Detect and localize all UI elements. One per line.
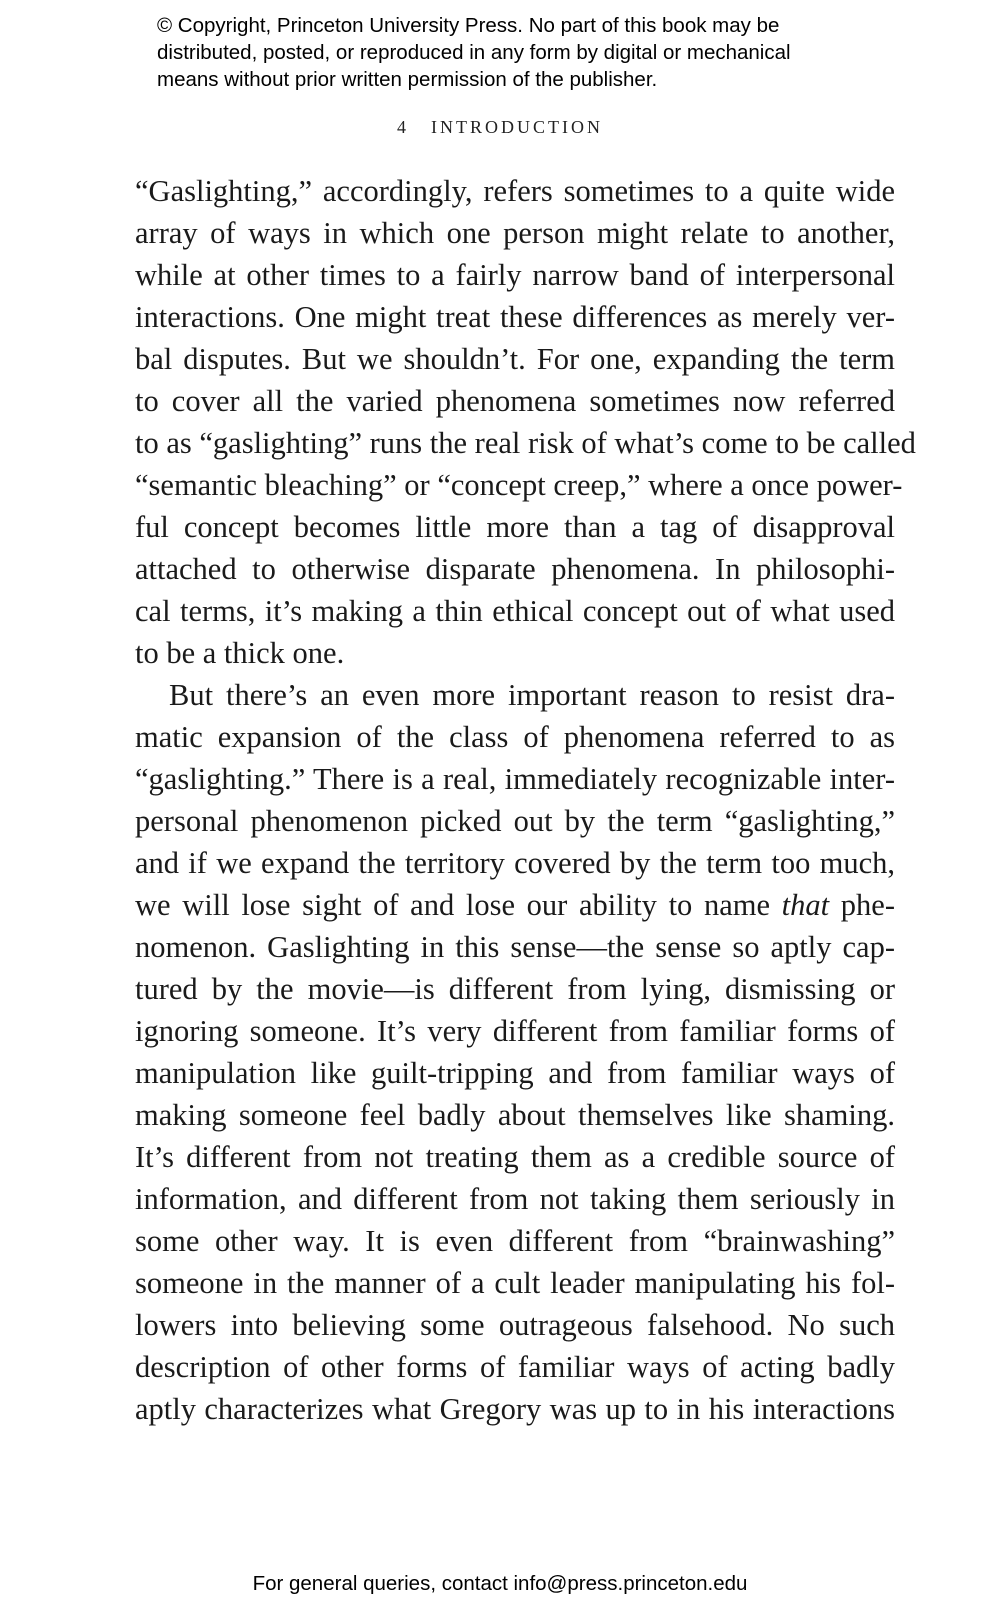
text-line: some other way. It is even different from “brainwashing” xyxy=(135,1224,895,1258)
page-number: 4 xyxy=(397,117,409,137)
text-line: “Gaslighting,” accordingly, refers sometimes to a quite wide xyxy=(135,174,895,208)
text-line: to be a thick one. xyxy=(135,636,345,670)
copyright-line: © Copyright, Princeton University Press. No part of this book may be xyxy=(157,14,780,37)
text-line: ful concept becomes little more than a tag of disapproval xyxy=(135,510,895,544)
text-line: nomenon. Gaslighting in this sense—the sense so aptly cap- xyxy=(135,930,895,964)
text-line: to cover all the varied phenomena sometimes now referred xyxy=(135,384,895,418)
text-line: “semantic bleaching” or “concept creep,” where a once power- xyxy=(135,468,903,502)
text-line: making someone feel badly about themselves like shaming. xyxy=(135,1098,895,1132)
emphasized-word: that xyxy=(781,888,830,922)
footer-contact: For general queries, contact info@press.princeton.edu xyxy=(252,1572,748,1595)
section-title: INTRODUCTION xyxy=(431,117,603,137)
text-line: array of ways in which one person might relate to another, xyxy=(135,216,895,250)
text-line: attached to otherwise disparate phenomena. In philosophi- xyxy=(135,552,895,586)
text-line: It’s different from not treating them as a credible source of xyxy=(135,1140,895,1174)
text-line: personal phenomenon picked out by the term “gaslighting,” xyxy=(135,804,895,838)
running-head xyxy=(0,117,1000,138)
text-line: ignoring someone. It’s very different from familiar forms of xyxy=(135,1014,895,1048)
text-line: someone in the manner of a cult leader manipulating his fol- xyxy=(135,1266,895,1300)
paragraph-1 xyxy=(135,170,916,674)
text-line: tured by the movie—is different from lying, dismissing or xyxy=(135,972,895,1006)
text-line: to as “gaslighting” runs the real risk of what’s come to be called xyxy=(135,426,916,460)
text-line: “gaslighting.” There is a real, immediately recognizable inter- xyxy=(135,762,895,796)
text-line: bal disputes. But we shouldn’t. For one, expanding the term xyxy=(135,342,895,376)
text-line: matic expansion of the class of phenomena referred to as xyxy=(135,720,895,754)
copyright-line: distributed, posted, or reproduced in any form by digital or mechanical xyxy=(157,41,791,64)
text-line: description of other forms of familiar ways of acting badly xyxy=(135,1350,895,1384)
text-line xyxy=(135,884,895,926)
text-run: phe- xyxy=(829,888,895,922)
text-line: and if we expand the territory covered by the term too much, xyxy=(135,846,895,880)
paragraph-2 xyxy=(135,674,895,1430)
text-line: aptly characterizes what Gregory was up to in his interactions xyxy=(135,1392,895,1426)
text-line: interactions. One might treat these differences as merely ver- xyxy=(135,300,895,334)
text-run: we will lose sight of and lose our ability to name xyxy=(135,888,782,922)
text-line: while at other times to a fairly narrow band of interpersonal xyxy=(135,258,895,292)
copyright-line: means without prior written permission of the publisher. xyxy=(157,68,658,91)
text-line: But there’s an even more important reason to resist dra- xyxy=(169,678,895,712)
body-text xyxy=(135,170,916,1430)
copyright-notice xyxy=(157,12,877,93)
text-line: lowers into believing some outrageous falsehood. No such xyxy=(135,1308,895,1342)
text-line: manipulation like guilt-tripping and from familiar ways of xyxy=(135,1056,895,1090)
text-line: information, and different from not taking them seriously in xyxy=(135,1182,895,1216)
text-line: cal terms, it’s making a thin ethical concept out of what used xyxy=(135,594,895,628)
